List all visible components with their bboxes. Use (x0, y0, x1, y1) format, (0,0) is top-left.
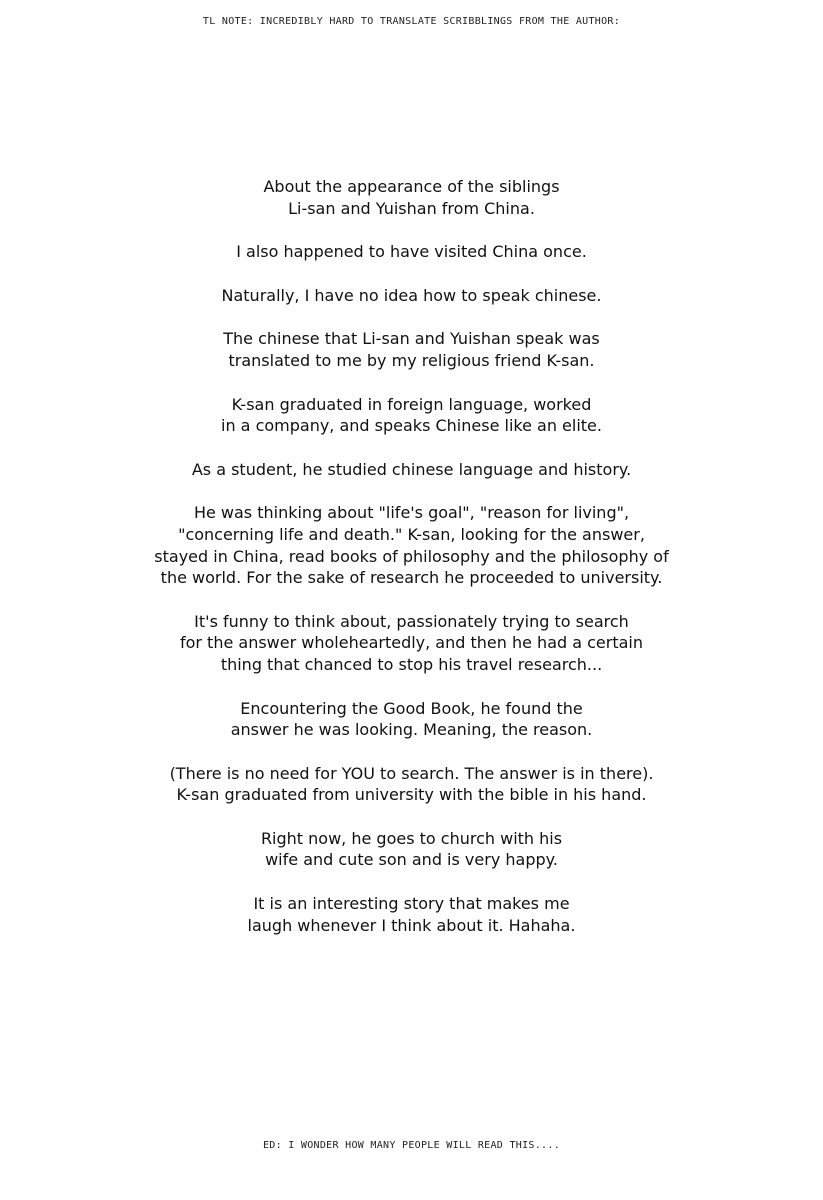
paragraph (0, 763, 823, 806)
text-line: Right now, he goes to church with his (260, 828, 563, 848)
text-line: The chinese that Li-san and Yuishan speak was (223, 329, 600, 349)
paragraph (0, 285, 823, 307)
text-line: It's funny to think about, passionately trying to search (194, 611, 629, 631)
text-line: answer he was looking. Meaning, the reason. (230, 720, 593, 740)
paragraph (0, 502, 823, 588)
text-line: stayed in China, read books of philosophy and the philosophy of (154, 546, 669, 566)
text-line: wife and cute son and is very happy. (265, 850, 558, 870)
translator-note: TL NOTE: INCREDIBLY HARD TO TRANSLATE SCRIBBLINGS FROM THE AUTHOR: (202, 16, 621, 27)
text-line: "concerning life and death." K-san, looking for the answer, (178, 524, 645, 544)
text-line: It is an interesting story that makes me (253, 894, 570, 914)
paragraph (0, 893, 823, 936)
text-line: Li-san and Yuishan from China. (288, 198, 535, 218)
paragraph (0, 698, 823, 741)
paragraph (0, 828, 823, 871)
text-line: Naturally, I have no idea how to speak chinese. (221, 285, 602, 305)
paragraph (0, 176, 823, 219)
paragraph (0, 394, 823, 437)
text-line: About the appearance of the siblings (263, 177, 560, 196)
text-line: in a company, and speaks Chinese like an elite. (221, 416, 602, 436)
paragraph (0, 241, 823, 263)
paragraph (0, 611, 823, 676)
editor-note: ED: I WONDER HOW MANY PEOPLE WILL READ THIS.... (262, 1140, 561, 1151)
text-line: K-san graduated from university with the bible in his hand. (176, 785, 647, 805)
paragraph (0, 328, 823, 371)
text-line: As a student, he studied chinese language and history. (191, 459, 632, 479)
text-line: thing that chanced to stop his travel research... (220, 654, 603, 674)
text-line: for the answer wholeheartedly, and then he had a certain (179, 633, 644, 653)
text-line: I also happened to have visited China once. (236, 242, 587, 262)
text-line: the world. For the sake of research he proceeded to university. (160, 568, 663, 588)
text-line: laugh whenever I think about it. Hahaha. (247, 915, 576, 935)
text-line: (There is no need for YOU to search. The answer is in there). (169, 763, 654, 783)
text-line: K-san graduated in foreign language, worked (231, 394, 592, 414)
text-line: He was thinking about "life's goal", "reason for living", (193, 503, 630, 523)
text-line: Encountering the Good Book, he found the (240, 698, 583, 718)
author-notes-text (0, 176, 823, 958)
text-line: translated to me by my religious friend K-san. (228, 350, 595, 370)
paragraph (0, 459, 823, 481)
